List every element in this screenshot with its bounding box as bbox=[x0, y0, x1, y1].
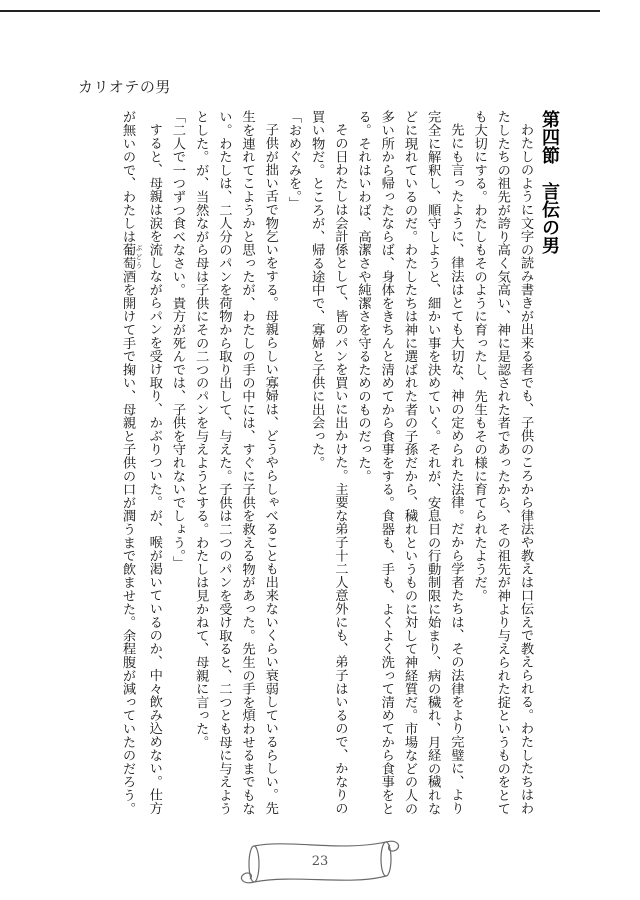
text-line: る。それはいわば、高潔さや純潔さを守るためのものだった。 bbox=[355, 110, 371, 483]
paragraph bbox=[166, 110, 189, 820]
text-line: わたしのように文字の読み書きが出来る者でも、子供のころから律法や教えは口伝えで教えられる。わたしたちはわ bbox=[518, 123, 533, 815]
running-header: カリオテの男 bbox=[78, 78, 171, 96]
paragraph bbox=[189, 110, 282, 820]
text-line: とした。が、当然ながら母は子供にその二つのパンを与えようとする。わたしは見かねて、母親に言った。 bbox=[193, 110, 209, 749]
paragraph bbox=[351, 110, 467, 820]
text-body bbox=[116, 110, 561, 820]
text-segment: が無いので、わたしは bbox=[120, 110, 136, 243]
ruby-annotation: ぶどう bbox=[134, 243, 143, 270]
page-number: 23 bbox=[311, 854, 329, 869]
text-line: たしたちの祖先が誇り高く気高い、神に是認された者であったから、その祖先が神より与えられた掟というものをとて bbox=[494, 110, 510, 815]
text-line: も大切にする。わたしもそのように育ったし、先生もその様に育てられたようだ。 bbox=[471, 110, 487, 603]
text-line: どに現れているのだ。わたしたちは神に選ばれた者の子孫だから、穢れというものに対して神経質だ。市場などの人の bbox=[401, 110, 417, 815]
text-segment: 酒を開けて手で掬い、母親と子供の口が潤うまで飲ませた。余程腹が減っていたのだろう。 bbox=[120, 269, 136, 815]
text-line: 「二人で一つずつ食べなさい。貴方が死んでは、子供を守れないでしょう。」 bbox=[169, 110, 185, 569]
text-line: 子供が拙い舌で物乞いをする。母親らしい寡婦は、どうやらしゃべることも出来ないくらい衰弱しているらしい。先 bbox=[262, 123, 278, 815]
ruby-base: 葡萄 bbox=[120, 243, 136, 270]
text-line: その日わたしは会計係として、皆のパンを買いに出かけた。主要な弟子十二人意外にも、弟子はいるので、かなりの bbox=[332, 123, 348, 815]
text-line: 多い所から帰ったならば、身体をきちんと清めてから食事をする。食器も、手も、よくよく洗って清めてから食事をと bbox=[378, 110, 394, 815]
paragraph bbox=[116, 110, 166, 820]
text-line: 「おめぐみを。」 bbox=[285, 110, 301, 210]
ruby-word bbox=[120, 243, 143, 270]
text-line: 先にも言ったように、律法はとても大切な、神の定められた法律。だから学者たちは、その法律をより完璧に、より bbox=[448, 123, 464, 815]
paragraph bbox=[282, 110, 305, 820]
text-line bbox=[116, 110, 143, 820]
text-line: 完全に解釈し、順守しようと、細かい事を決めていく。それが、安息日の行動制限に始まり、病の穢れ、月経の穢れな bbox=[425, 110, 441, 815]
section-heading: 第四節 言伝の男 bbox=[539, 110, 560, 254]
text-line: 生を連れてこようかと思ったが、わたしの手の中には、すぐに子供を救える物があった。先生の手を煩わせるまでもな bbox=[239, 110, 255, 815]
text-line: い。わたしは、二人分のパンを荷物から取り出して、与えた。子供は二つのパンを受け取ると、二つとも母に与えよう bbox=[216, 110, 232, 815]
text-line: 買い物だ。ところが、帰る途中で、寡婦と子供に出会った。 bbox=[309, 110, 325, 470]
text-line: すると、母親は涙を流しながらパンを受け取り、かぶりついた。が、喉が渇いているのか、中々飲み込めない。仕方 bbox=[146, 123, 162, 815]
top-rule bbox=[0, 10, 600, 12]
paragraph bbox=[305, 110, 351, 820]
paragraph bbox=[467, 110, 537, 820]
